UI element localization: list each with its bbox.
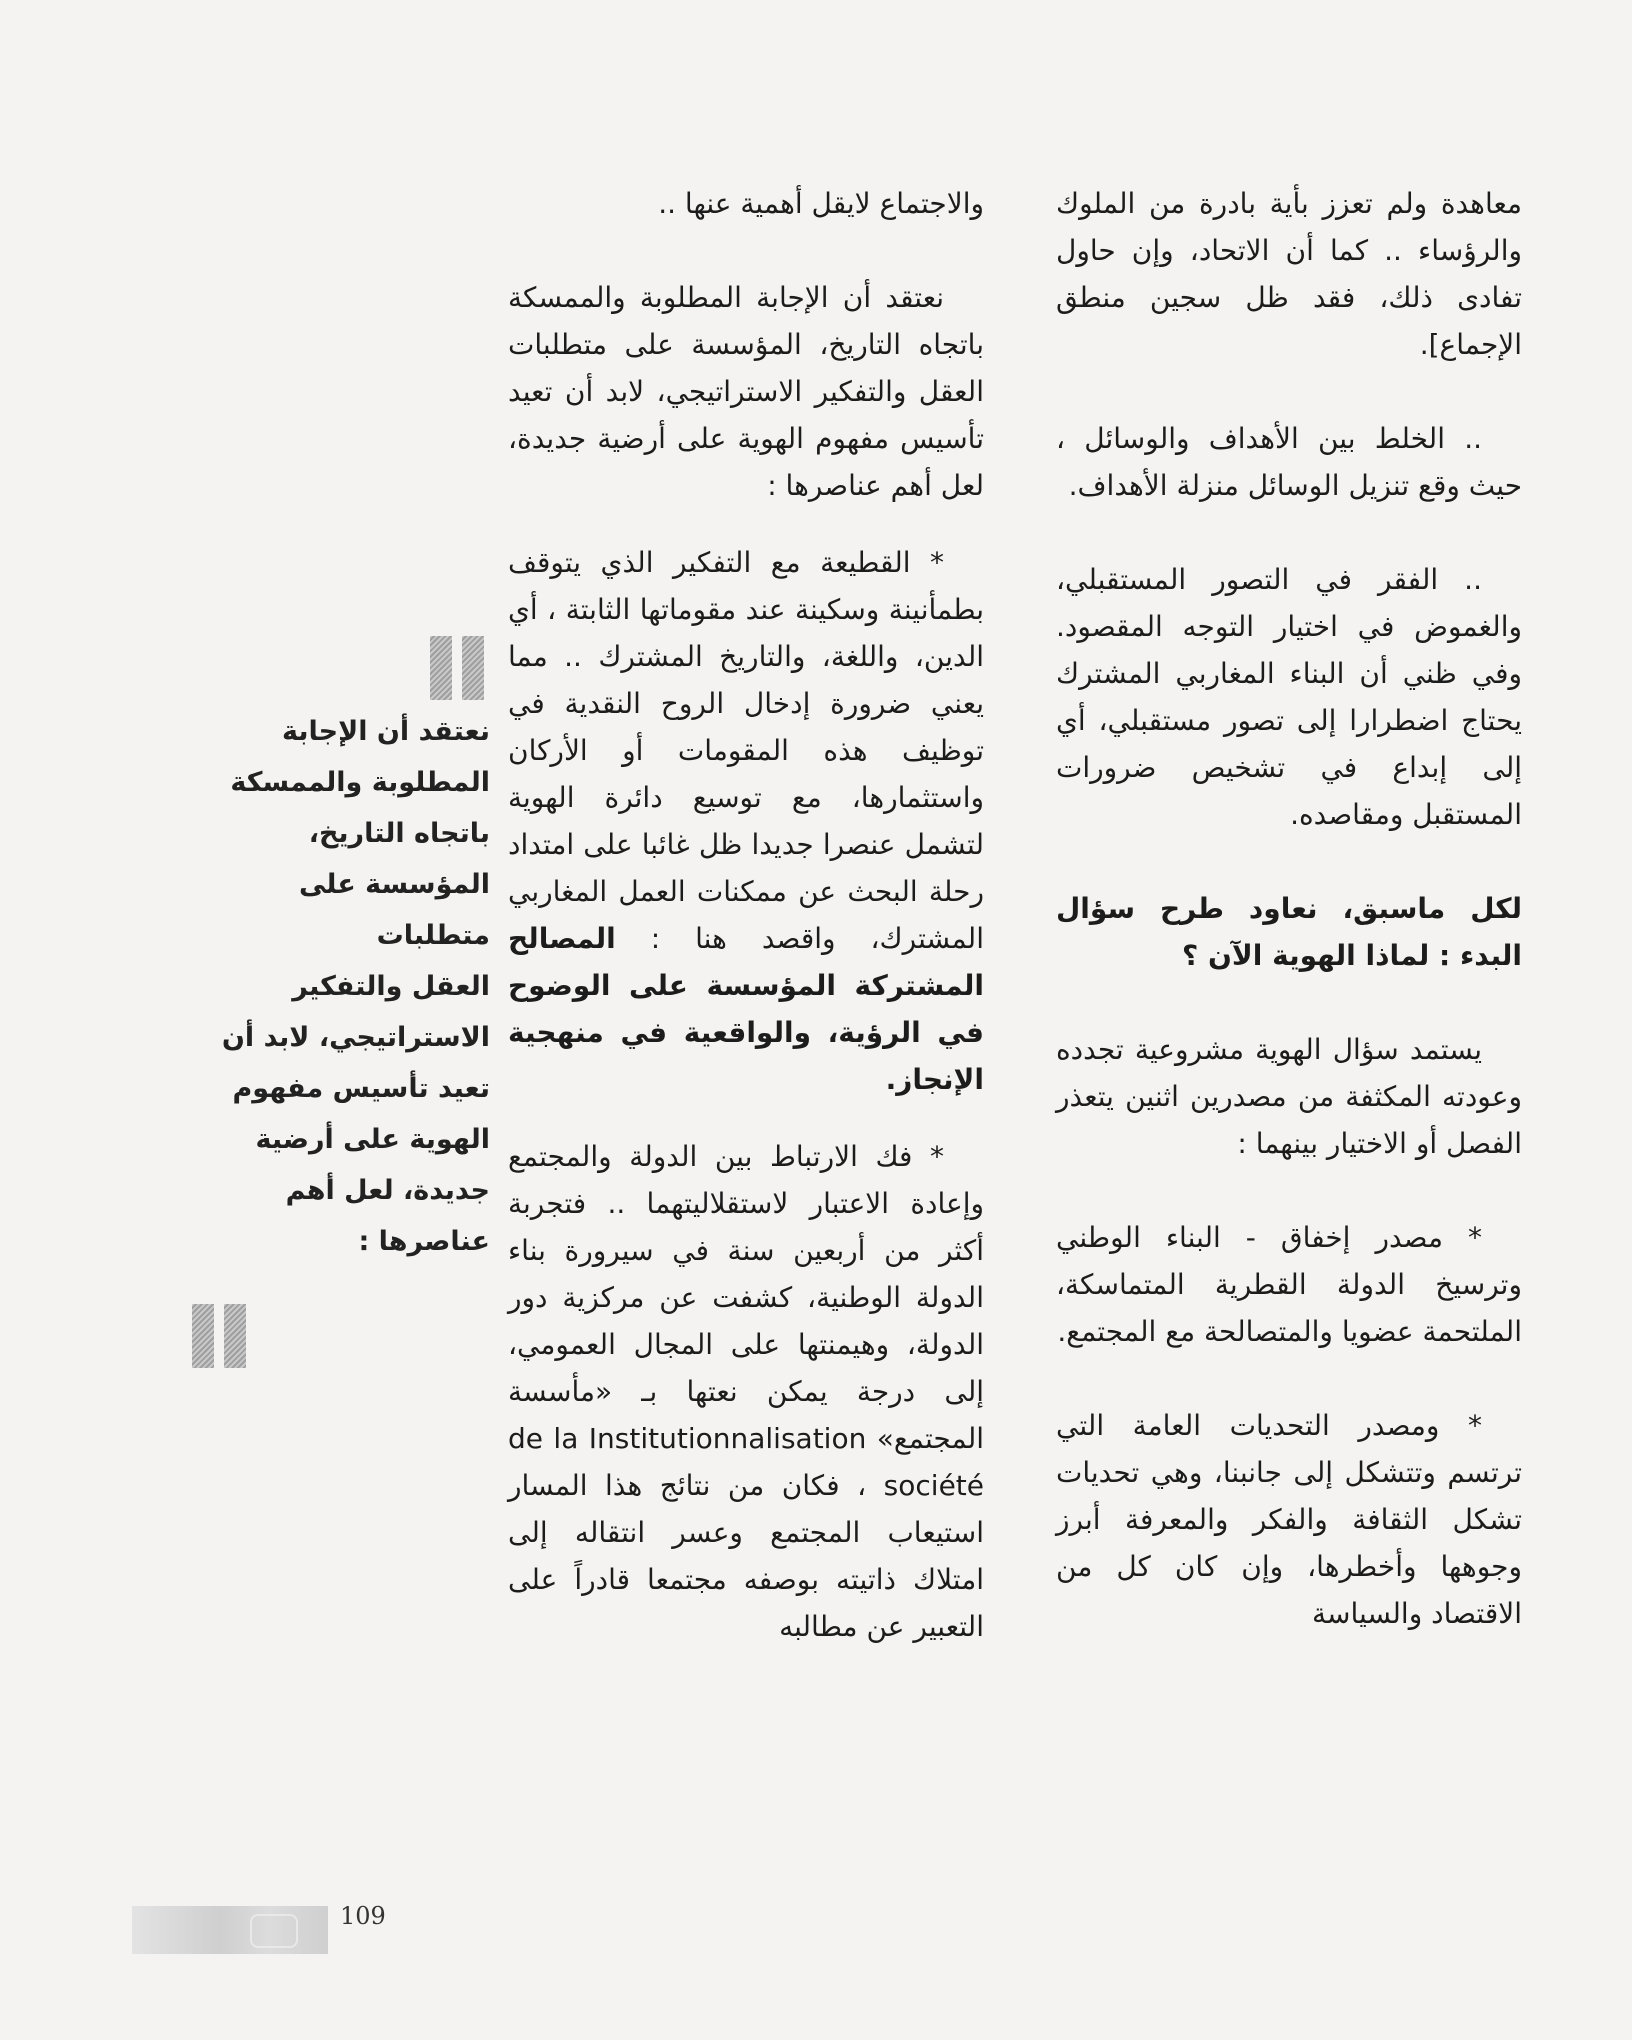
pull-quote-line: باتجاه التاريخ، [308, 818, 490, 849]
paragraph: نعتقد أن الإجابة المطلوبة والممسكة باتجاه التاريخ، المؤسسة على متطلبات العقل والتفكير الاستراتيجي، لابد أن تعيد تأسيس مفهوم الهوية على أرضية جديدة، لعل أهم عناصرها : [508, 281, 984, 502]
paragraph [508, 1133, 984, 1650]
section-heading: لكل ماسبق، نعاود طرح سؤال البدء : لماذا الهوية الآن ؟ [1056, 892, 1522, 972]
paragraph: * ومصدر التحديات العامة التي ترتسم وتتشكل إلى جانبنا، وهي تحديات تشكل الثقافة والفكر والمعرفة أبرز وجوهها وأخطرها، وإن كان كل من الاقتصاد والسياسة [1056, 1409, 1522, 1630]
text-column-middle [508, 180, 984, 1650]
pull-quote-line: نعتقد أن الإجابة [282, 716, 490, 747]
pull-quote [180, 706, 490, 1267]
paragraph: والاجتماع لايقل أهمية عنها .. [658, 187, 984, 220]
paragraph: .. الفقر في التصور المستقبلي، والغموض في اختيار التوجه المقصود. وفي ظني أن البناء المغاربي المشترك يحتاج اضطرارا إلى تصور مستقبلي، أي إلى إبداع في تشخيص ضرورات المستقبل ومقاصده. [1056, 563, 1522, 831]
paragraph: يستمد سؤال الهوية مشروعية تجدده وعودته المكثفة من مصدرين اثنين يتعذر الفصل أو الاختيار بينهما : [1056, 1033, 1522, 1160]
pull-quote-line: الهوية على أرضية [255, 1124, 490, 1155]
paragraph-text: * فك الارتباط بين الدولة والمجتمع وإعادة الاعتبار لاستقلاليتهما .. فتجربة أكثر من أربعين سنة في سيرورة بناء الدولة الوطنية، كشفت عن مركزية دور الدولة، وهيمنتها على المجال العمومي، إلى درجة يمكن نعتها بـ «مأسسة المجتمع» [508, 1140, 985, 1455]
footer-ornament [132, 1906, 328, 1954]
paragraph [508, 539, 984, 1103]
pull-quote-line: المطلوبة والممسكة [230, 767, 490, 798]
paragraph-text: * القطيعة مع التفكير الذي يتوقف بطمأنينة وسكينة عند مقوماتها الثابتة ، أي الدين، واللغة، والتاريخ المشترك .. مما يعني ضرورة إدخال الروح النقدية في توظيف هذه المقومات أو الأركان واستثمارها، مع توسيع دائرة الهوية لتشمل عنصرا جديدا ظل غائبا على امتداد رحلة البحث عن ممكنات العمل المغاربي المشترك، واقصد هنا : [508, 546, 984, 955]
pull-quote-line: العقل والتفكير [292, 971, 490, 1002]
pull-quote-line: الاستراتيجي، لابد أن [221, 1022, 490, 1053]
text-column-right [1056, 180, 1522, 1637]
pull-quote-line: عناصرها : [358, 1226, 490, 1257]
quote-mark-open-icon [430, 636, 486, 700]
paragraph-text: ، فكان من نتائج هذا المسار استيعاب المجتمع وعسر انتقاله إلى امتلاك ذاتيته بوصفه مجتمعا قادراً على التعبير عن مطالبه [508, 1469, 984, 1643]
paragraph: * مصدر إخفاق - البناء الوطني وترسيخ الدولة القطرية المتماسكة، الملتحمة عضويا والمتصالحة مع المجتمع. [1056, 1221, 1522, 1348]
pull-quote-line: جديدة، لعل أهم [285, 1175, 490, 1206]
quote-mark-close-icon [192, 1304, 248, 1368]
pull-quote-line: تعيد تأسيس مفهوم [232, 1073, 490, 1104]
paragraph: .. الخلط بين الأهداف والوسائل ، حيث وقع تنزيل الوسائل منزلة الأهداف. [1056, 422, 1522, 502]
paragraph: معاهدة ولم تعزز بأية بادرة من الملوك والرؤساء .. كما أن الاتحاد، وإن حاول تفادى ذلك، فقد ظل سجين منطق الإجماع]. [1056, 187, 1522, 361]
page-number: 109 [340, 1902, 386, 1930]
latin-term: de la société [508, 1422, 984, 1502]
logo-icon [250, 1914, 298, 1948]
pull-quote-line: المؤسسة على متطلبات [298, 869, 490, 951]
latin-term: Institutionnalisation [588, 1422, 867, 1455]
emphasis-text: المصالح المشتركة المؤسسة على الوضوح في الرؤية، والواقعية في منهجية الإنجاز. [508, 922, 984, 1096]
